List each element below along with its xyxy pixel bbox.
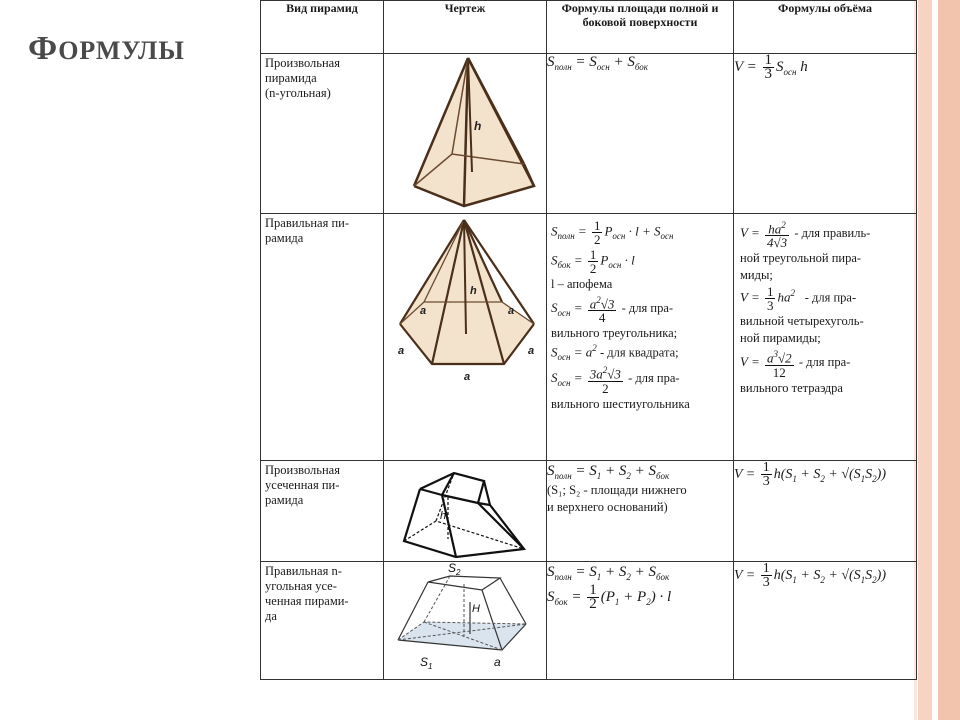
note-text: вильного треугольника; bbox=[551, 326, 678, 341]
apothem-label: a bbox=[508, 305, 515, 317]
note-text: - для пра- bbox=[628, 371, 680, 386]
header-drawing: Чертеж bbox=[384, 1, 547, 54]
note-text: - для пра- bbox=[804, 290, 857, 305]
note-text: и верхнего оснований) bbox=[547, 500, 668, 514]
area-cell: $S_{полн} = S_1 + S_2 + S_{бок}$ $S_{бок}$ = $\frac{1}{2}$ $(P_1 + P_2) \cdot l$ bbox=[547, 562, 734, 680]
slide-title-first: Ф bbox=[28, 30, 59, 67]
note-text: вильного тетраэдра bbox=[740, 380, 843, 395]
side-label: a bbox=[494, 655, 501, 669]
decor-stripe-left bbox=[918, 0, 932, 720]
type-line: угольная усе- bbox=[265, 579, 337, 593]
drawing-cell bbox=[384, 461, 547, 562]
area-cell: $S_{полн}$ = $\frac{1}{2}$ $P_{осн} \cdot l + S_{осн}$ $S_{бок}$ = $\frac{1}{2}$ $P_{осн} \cdot l$ l – апофема $S_{осн}$ = $\frac{a^2√3}{4}$ - для пра- вильного треугольника; $S_{осн} = a^2$ - для квадрата; $S_{осн}$ = $\frac{3a^2√3}{2}$ - для пра- вильного шестиугольника bbox=[547, 214, 734, 461]
area-cell: $S_{полн} = S_1 + S_2 + S_{бок}$ (S₁; S₂ - площади нижнего и верхнего оснований) bbox=[547, 461, 734, 562]
regular-frustum-drawing bbox=[384, 562, 546, 678]
type-cell bbox=[261, 54, 384, 214]
type-line: пирамида bbox=[265, 71, 317, 85]
height-label: h bbox=[440, 510, 447, 522]
type-line: да bbox=[265, 609, 277, 623]
type-cell bbox=[261, 562, 384, 680]
type-line: Произвольная bbox=[265, 463, 340, 477]
type-line: Правильная n- bbox=[265, 564, 342, 578]
type-line: Произвольная bbox=[265, 56, 340, 70]
table-row bbox=[261, 562, 917, 680]
header-type: Вид пирамид bbox=[261, 1, 384, 54]
side-label: a bbox=[464, 371, 471, 383]
side-label: a bbox=[398, 345, 405, 357]
type-cell bbox=[261, 214, 384, 461]
header-volume: Формулы объёма bbox=[734, 1, 917, 54]
volume-cell: V = $\frac{1}{3}$ $h(S_1 + S_2 + √(S_1S_2))$ bbox=[734, 461, 917, 562]
type-line: Правильная пи- bbox=[265, 216, 350, 230]
drawing-cell bbox=[384, 54, 547, 214]
area-cell: $S_{полн} = S_{осн} + S_{бок}$ bbox=[547, 54, 734, 214]
type-line: рамида bbox=[265, 231, 304, 245]
header-area: Формулы площади полной и боковой поверхности bbox=[547, 1, 734, 54]
bottom-base-label bbox=[420, 655, 432, 671]
note-text: ной треугольной пира- bbox=[740, 251, 862, 266]
slide-title bbox=[28, 30, 185, 68]
bottom-base-letter: S bbox=[420, 655, 429, 669]
drawing-cell bbox=[384, 562, 547, 680]
table-header-row bbox=[261, 1, 917, 54]
frustum-drawing bbox=[384, 461, 546, 561]
volume-cell: V = $\frac{1}{3}$ $S_{осн}$ h bbox=[734, 54, 917, 214]
height-label: H bbox=[472, 603, 480, 615]
type-cell bbox=[261, 461, 384, 562]
top-base-sub: 2 bbox=[456, 568, 461, 577]
decor-stripe-right bbox=[938, 0, 960, 720]
note-text: - для пра- bbox=[621, 301, 674, 316]
table-row bbox=[261, 214, 917, 461]
volume-cell: V = $\frac{ha^2}{4√3}$ - для правиль- ной треугольной пира- миды; V = $\frac{1}{3}$ $ha^2$ - для пра- вильной четырехуголь- ной пирамиды; V = $\frac{a^3√2}{12}$ - для пра- вильного тетраэдра bbox=[734, 214, 917, 461]
height-label: h bbox=[470, 285, 477, 297]
note-text: - для правиль- bbox=[794, 226, 871, 241]
note-text: - для пра- bbox=[798, 355, 851, 370]
type-line: ченная пирами- bbox=[265, 594, 349, 608]
type-line: (n-угольная) bbox=[265, 86, 331, 100]
note-text: вильного шестиугольника bbox=[551, 396, 690, 411]
formulas-table bbox=[260, 0, 917, 680]
apothem-note: l – апофема bbox=[551, 277, 613, 291]
type-line: рамида bbox=[265, 493, 304, 507]
table-row bbox=[261, 54, 917, 214]
note-text: - для квадрата; bbox=[600, 345, 679, 360]
note-text: ной пирамиды; bbox=[740, 331, 821, 346]
apothem-label: a bbox=[420, 305, 427, 317]
volume-cell: V = $\frac{1}{3}$ $h(S_1 + S_2 + √(S_1S_2))$ bbox=[734, 562, 917, 680]
table-row bbox=[261, 461, 917, 562]
pyramid-drawing bbox=[384, 54, 546, 212]
regular-pyramid-drawing bbox=[384, 214, 546, 384]
height-label: h bbox=[474, 119, 482, 133]
note-text: (S₁; S₂ - площади нижнего bbox=[547, 483, 687, 497]
note-text: вильной четырехуголь- bbox=[740, 314, 864, 329]
top-base-label bbox=[448, 562, 461, 577]
note-text: миды; bbox=[740, 268, 773, 283]
top-base-letter: S bbox=[448, 562, 457, 575]
side-label: a bbox=[528, 345, 535, 357]
bottom-base-sub: 1 bbox=[428, 662, 433, 671]
drawing-cell bbox=[384, 214, 547, 461]
slide-title-rest: ОРМУЛЫ bbox=[58, 36, 185, 65]
type-line: усеченная пи- bbox=[265, 478, 340, 492]
